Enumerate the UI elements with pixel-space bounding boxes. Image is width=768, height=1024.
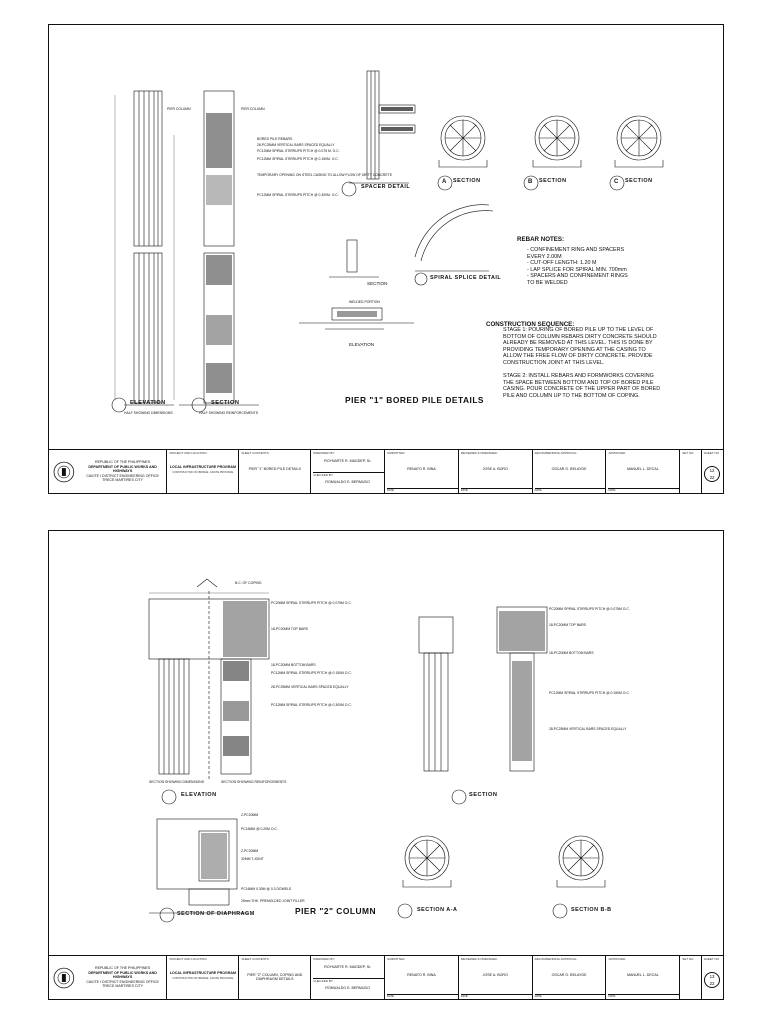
submitted-date-header: DATE: — [387, 994, 458, 998]
sheet-contents-header: SHEET CONTENTS: — [241, 957, 270, 961]
dpwh-seal-icon — [53, 967, 75, 989]
agency-line-4: TRECE MARTIRES CITY — [102, 478, 144, 483]
diaphragm-drawing — [149, 819, 249, 913]
project-header: PROJECT AND LOCATION: — [169, 451, 208, 455]
project-value: LOCAL INFRASTRUCTURE PROGRAM — [169, 465, 237, 469]
reviewed-cell — [459, 450, 533, 493]
recommending-header: RECOMMENDING APPROVAL: — [534, 451, 578, 455]
drawing-sheet-1 — [48, 24, 724, 494]
reviewed-value: JOSE A. BORO — [482, 467, 508, 471]
callout-e-top-bars: 18-PC20MM TOP BARS — [271, 627, 308, 631]
project-sub: CONSTRUCTION OF BRIDGE, CAVITE PROVINCE — [172, 471, 234, 474]
sheet-contents-cell-2 — [239, 956, 311, 999]
sheet-2-drawing — [49, 531, 723, 956]
drawing-title-2: PIER "2" COLUMN — [295, 906, 377, 916]
splice-marker — [415, 273, 427, 285]
recommending-date-header: DATE: — [535, 488, 606, 492]
recommending-cell-2 — [533, 956, 607, 999]
agency-line-2: DEPARTMENT OF PUBLIC WORKS AND HIGHWAYS — [88, 970, 157, 980]
half-elev-label-2: SECTION SHOWING DIMENSIONS — [149, 780, 205, 784]
spiral-splice-drawing — [415, 205, 493, 271]
checked-header: CHECKED BY: — [313, 978, 384, 983]
drawing-sheet-2 — [48, 530, 724, 1000]
prepared-value: ROYNARTE R. MAGDEP, Sr. — [324, 459, 372, 463]
sheet-no-cell — [702, 450, 723, 493]
callout-d-pc16: PC16MM @ 0.20M O.C. — [241, 827, 278, 831]
mark-b: B — [528, 179, 533, 185]
approved-value: MANUEL L. DECAL — [626, 467, 659, 471]
set-no-header: SET NO. — [682, 451, 695, 455]
agency-line-3: CAVITE I DISTRICT ENGINEERING OFFICE — [86, 473, 159, 478]
callout-d-filler: 25mm THK. PREMOLDED JOINT FILLER — [241, 899, 305, 903]
submitted-date-header: DATE: — [387, 488, 458, 492]
project-sub: CONSTRUCTION OF BRIDGE, CAVITE PROVINCE — [172, 977, 234, 980]
callout-s-vertical: 28-PC25MM VERTICAL BARS SPACED EQUALLY — [549, 727, 627, 731]
recommending-header: RECOMMENDING APPROVAL: — [534, 957, 578, 961]
elevation-title: ELEVATION — [130, 400, 166, 406]
agency-line-1: REPUBLIC OF THE PHILIPPINES — [94, 460, 151, 465]
callout-s-spiral-150: PC12MM SPIRAL STIRRUPS PITCH @ 0.150M O.C. — [549, 691, 630, 695]
section-c-title: SECTION — [625, 178, 653, 184]
agency-line-1: REPUBLIC OF THE PHILIPPINES — [94, 966, 151, 971]
checked-header: CHECKED BY: — [313, 472, 384, 477]
agency-cell-2 — [49, 956, 167, 999]
section-aa-title: SECTION A-A — [417, 907, 458, 913]
callout-spiral-075: PC12MM SPIRAL STIRRUPS PITCH @ 0.075 M. O.C. — [257, 149, 340, 153]
reviewed-date-header: DATE: — [461, 488, 532, 492]
pile-elevation — [115, 91, 174, 405]
checked-value: ROMUALDO E. BERMUDO — [325, 986, 370, 990]
recommending-date-header: DATE: — [535, 994, 606, 998]
agency-cell — [49, 450, 167, 493]
elevation-marker — [112, 398, 126, 412]
sheet-no-value: 13 22 — [704, 972, 720, 988]
approved-header: APPROVED: — [608, 451, 626, 455]
submitted-cell — [385, 450, 459, 493]
reviewed-cell-2 — [459, 956, 533, 999]
callout-s-top-bars: 18-PC20MM TOP BARS — [549, 623, 586, 627]
reviewed-date-header: DATE: — [461, 994, 532, 998]
elevation-marker-2 — [162, 790, 176, 804]
callout-e-bottom-bars: 18-PC20MM BOTTOM BARS — [271, 663, 316, 667]
agency-line-4: TRECE MARTIRES CITY — [102, 984, 144, 989]
set-no-header: SET NO. — [682, 957, 695, 961]
sheet-contents-value: PIER "2" COLUMN, COPING AND DIAPHRAGM DETAILS — [247, 973, 303, 981]
section-title-2: SECTION — [469, 792, 498, 798]
callout-temp-opening: TEMPORARY OPENING ON STEEL CASING TO ALLOW FLOW OF DIRTY CONCRETE — [257, 173, 392, 177]
callout-spiral-150: PC12MM SPIRAL STIRRUPS PITCH @ 0.150M. O.C. — [257, 157, 339, 161]
submitted-value: RENATO R. BINA — [407, 973, 436, 977]
callout-spiral-300: PC12MM SPIRAL STIRRUPS PITCH @ 0.300M. O.C. — [257, 193, 339, 197]
spiral-splice-title: SPIRAL SPLICE DETAIL — [430, 275, 502, 281]
prepared-header: PREPARED BY: — [313, 451, 336, 455]
callout-e-spiral-300: PC12MM SPIRAL STIRRUPS PITCH @ 0.300M O.C. — [271, 703, 352, 707]
sheet-contents-cell — [239, 450, 311, 493]
section-bb-marker — [553, 904, 567, 918]
sheet-no-cell-2 — [702, 956, 723, 999]
section-a-title: SECTION — [453, 178, 481, 184]
callout-bored-pile-rebars: BORED PILE REBARS — [257, 137, 293, 141]
diaphragm-marker — [160, 908, 174, 922]
sheet-no-header: SHEET NO. — [703, 451, 720, 455]
approved-header: APPROVED: — [608, 957, 626, 961]
callout-e-spiral-150: PC12MM SPIRAL STIRRUPS PITCH @ 0.150M O.C. — [271, 671, 352, 675]
recommending-value: OSCAR G. BELAYDE — [551, 467, 587, 471]
sheet-no-value: 12 22 — [704, 466, 720, 482]
callout-d-dowels: PC16MM 0.30M @ 0.3 DOWELS — [241, 887, 292, 891]
section-title: SECTION — [211, 400, 240, 406]
half-sec-label: HALF SHOWING REINFORCEMENTS — [199, 411, 258, 415]
agency-line-2: DEPARTMENT OF PUBLIC WORKS AND HIGHWAYS — [88, 464, 157, 474]
callout-s-bottom-bars: 18-PC20MM BOTTOM BARS — [549, 651, 594, 655]
dpwh-seal-icon — [53, 461, 75, 483]
approved-cell-2 — [606, 956, 680, 999]
approved-date-header: DATE: — [608, 488, 679, 492]
half-sec-label-2: SECTION SHOWING REINFORCEMENTS — [221, 780, 287, 784]
callout-vertical-bars: 28-PC25MM VERTICAL BARS SPACED EQUALLY — [257, 143, 335, 147]
elevation-title-2: ELEVATION — [181, 792, 217, 798]
rebar-notes-title: REBAR NOTES: — [517, 236, 565, 243]
project-header: PROJECT AND LOCATION: — [169, 957, 208, 961]
approved-cell — [606, 450, 680, 493]
section-aa-marker — [398, 904, 412, 918]
drawing-title: PIER "1" BORED PILE DETAILS — [345, 395, 485, 405]
agency-line-3: CAVITE I DISTRICT ENGINEERING OFFICE — [86, 979, 159, 984]
sections-aa-bb-drawing — [403, 836, 605, 887]
mark-a: A — [442, 179, 447, 185]
project-cell-2 — [167, 956, 239, 999]
set-no-cell-2 — [680, 956, 701, 999]
callout-e-spiral-075: PC20MM SPIRAL STIRRUPS PITCH @ 0.075M O.C. — [271, 601, 352, 605]
spacer-marker — [342, 182, 356, 196]
submitted-header: SUBMITTED: — [387, 957, 406, 961]
diaphragm-title: SECTION OF DIAPHRAGM — [177, 911, 255, 917]
section-b-title: SECTION — [539, 178, 567, 184]
recommending-value: OSCAR G. BELAYDE — [551, 973, 587, 977]
title-block — [49, 449, 723, 493]
callout-d-2pc20: 2-PC20MM — [241, 849, 259, 853]
mark-c: C — [614, 179, 619, 185]
approved-value: MANUEL L. DECAL — [626, 973, 659, 977]
welded-label: WELDED PORTION — [349, 300, 380, 304]
small-section-title: SECTION — [367, 281, 388, 286]
submitted-cell-2 — [385, 956, 459, 999]
reviewed-header: REVIEWED & PREPARED: — [460, 957, 498, 961]
sheet-no-header: SHEET NO. — [703, 957, 720, 961]
half-elev-label: HALF SHOWING DIMENSIONS — [124, 411, 173, 415]
recommending-cell — [533, 450, 607, 493]
prepared-header: PREPARED BY: — [313, 957, 336, 961]
callout-e-vertical: 28-PC25MM VERTICAL BARS SPACED EQUALLY — [271, 685, 349, 689]
set-no-cell — [680, 450, 701, 493]
checked-value: ROMUALDO E. BERMUDO — [325, 480, 370, 484]
construction-title: CONSTRUCTION SEQUENCE: — [486, 321, 575, 328]
small-elevation-title: ELEVATION — [349, 342, 375, 347]
sheet-contents-value: PIER "1" BORED PILE DETAILS — [248, 467, 301, 471]
section-bb-title: SECTION B-B — [571, 907, 612, 913]
prepared-cell-2 — [311, 956, 385, 999]
spacer-detail-title: SPACER DETAIL — [361, 184, 411, 190]
callout-d-2pc20-top: 2-PC20MM — [241, 813, 259, 817]
prepared-cell — [311, 450, 385, 493]
section-marker-2 — [452, 790, 466, 804]
callout-d-joint: 32MM T.JOINT — [241, 857, 264, 861]
submitted-value: RENATO R. BINA — [407, 467, 436, 471]
callout-s-spiral-075: PC20MM SPIRAL STIRRUPS PITCH @ 0.075M O.C. — [549, 607, 630, 611]
submitted-header: SUBMITTED: — [387, 451, 406, 455]
reviewed-value: JOSE A. BORO — [482, 973, 508, 977]
reviewed-header: REVIEWED & PREPARED: — [460, 451, 498, 455]
project-cell — [167, 450, 239, 493]
title-block-2 — [49, 955, 723, 999]
callout-pier-column-elev: PIER COLUMN — [167, 107, 191, 111]
construction-body: STAGE 1: POURING OF BORED PILE UP TO THE LEVEL OF BOTTOM OF COLUMN REBARS DIRTY CONCRETE SHOULD ALREADY BE REMOVED AT THIS LEVEL. THIS IS DONE BY PROVIDING TEMPORARY OPENING AT THE CASING TO ALLOW THE FREE FLOW OF DIRTY CONCRETE. PROVIDE CONSTRUCTION JOINT AT THIS LEVEL. STAGE 2: INSTALL REBARS AND FORMWORKS COVERING THE SPACE BETWEEN BOTTOM AND TOP OF BORED PILE CASING. POUR CONCRETE OF THE UPPER PART OF BORED PILE AND COLUMN UP TO THE BOTTOM OF COPING. — [503, 327, 661, 399]
approved-date-header: DATE: — [608, 994, 679, 998]
callout-bc-coping: B.C. OF COPING — [235, 581, 262, 585]
prepared-value: ROYNARTE R. MAGDEP, Sr. — [324, 965, 372, 969]
callout-pier-column-sec: PIER COLUMN — [241, 107, 265, 111]
project-value: LOCAL INFRASTRUCTURE PROGRAM — [169, 971, 237, 975]
sheet-contents-header: SHEET CONTENTS: — [241, 451, 270, 455]
rebar-notes-body: - CONFINEMENT RING AND SPACERS EVERY 2.00M - CUT-OFF LENGTH: 1.20 M - LAP SPLICE FOR SPIRAL MIN. 700mm - SPACERS AND CONFINEMENT RINGS TO BE WELDED — [527, 247, 628, 286]
